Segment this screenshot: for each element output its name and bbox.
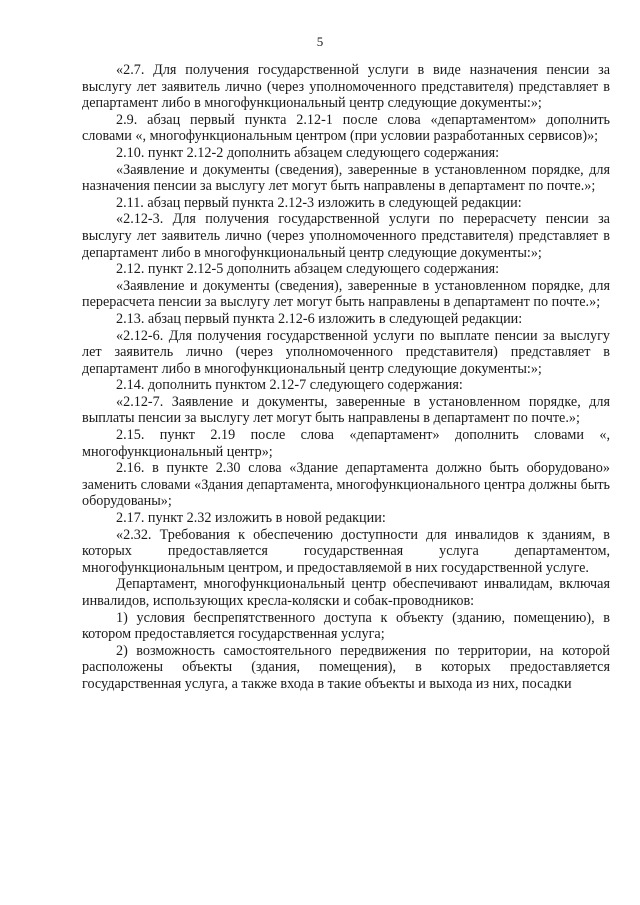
paragraph-2-17: 2.17. пункт 2.32 изложить в новой редакции: — [116, 510, 386, 527]
paragraph-2-11-text: «2.12-3. Для получения государственной услуги по перерасчету пенсии за выслугу лет заявитель лично (через уполномоченного представителя) представляет в департамент либо в многофункциональный центр следующие документы:»; — [82, 211, 610, 261]
paragraph-2-14: 2.14. дополнить пунктом 2.12-7 следующего содержания: — [116, 377, 463, 394]
paragraph-2-13: 2.13. абзац первый пункта 2.12-6 изложить в следующей редакции: — [116, 310, 523, 327]
list-item-2: 2) возможность самостоятельного передвижения по территории, на которой расположены объекты (здания, помещения), в которых предоставляется государственная услуга, а также входа в такие объекты и выхода из них, посадки — [82, 642, 610, 692]
paragraph-2-16: 2.16. в пункте 2.30 слова «Здание департамента должно быть оборудовано» заменить словами «Здания департамента, многофункционального центра должны быть оборудованы»; — [82, 460, 610, 510]
document-body — [82, 62, 610, 693]
paragraph-2-12-text: «Заявление и документы (сведения), заверенные в установленном порядке, для перерасчета пенсии за выслугу лет могут быть направлены в департамент по почте.»; — [82, 277, 610, 311]
paragraph-2-11: 2.11. абзац первый пункта 2.12-3 изложить в следующей редакции: — [116, 194, 522, 211]
paragraph-2-32: «2.32. Требования к обеспечению доступности для инвалидов к зданиям, в которых предоставляется государственная услуга департаментом, многофункциональным центром, и предоставляемой в них государственной услуге. — [82, 526, 610, 576]
paragraph-2-7: «2.7. Для получения государственной услуги в виде назначения пенсии за выслугу лет заявитель лично (через уполномоченного представителя) представляет в департамент либо в многофункциональный центр следующие документы:»; — [82, 62, 610, 112]
page-number: 5 — [316, 34, 324, 49]
paragraph-2-10: 2.10. пункт 2.12-2 дополнить абзацем следующего содержания: — [116, 144, 500, 161]
paragraph-2-10-text: «Заявление и документы (сведения), заверенные в установленном порядке, для назначения пенсии за выслугу лет могут быть направлены в департамент по почте.»; — [82, 161, 610, 195]
paragraph-2-12: 2.12. пункт 2.12-5 дополнить абзацем следующего содержания: — [116, 261, 500, 278]
paragraph-2-15: 2.15. пункт 2.19 после слова «департамент» дополнить словами «, многофункциональный центр»; — [82, 427, 610, 460]
paragraph-2-13-text: «2.12-6. Для получения государственной услуги по выплате пенсии за выслугу лет заявитель лично (через уполномоченного представителя) представляет в департамент либо в многофункциональный центр следующие документы:»; — [82, 327, 610, 377]
paragraph-2-14-text: «2.12-7. Заявление и документы, заверенные в установленном порядке, для выплаты пенсии за выслугу лет могут быть направлены в департамент по почте.»; — [82, 393, 610, 427]
paragraph-2-9: 2.9. абзац первый пункта 2.12-1 после слова «департаментом» дополнить словами «, многофункциональным центром (при условии разработанных сервисов)»; — [82, 111, 610, 145]
paragraph-obligations: Департамент, многофункциональный центр обеспечивают инвалидам, включая инвалидов, использующих кресла-коляски и собак-проводников: — [82, 576, 610, 609]
list-item-1: 1) условия беспрепятственного доступа к объекту (зданию, помещению), в котором предоставляется государственная услуга; — [82, 609, 610, 643]
